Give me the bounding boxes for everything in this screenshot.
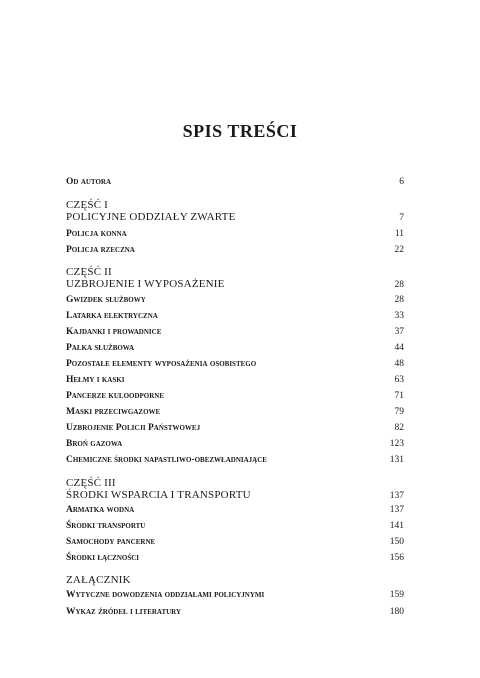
toc-entry[interactable] [66, 590, 404, 604]
toc-entry-label: Armatka wodna [66, 505, 135, 515]
toc-part-3-title[interactable] [66, 489, 404, 503]
toc-entry[interactable] [66, 553, 404, 567]
toc-page-number: 71 [394, 391, 404, 401]
toc-entry[interactable] [66, 343, 404, 357]
toc-part-1-title[interactable] [66, 211, 404, 225]
toc-entry[interactable] [66, 505, 404, 519]
toc-page-number: 159 [389, 590, 404, 600]
toc-entry-intro[interactable] [66, 177, 404, 191]
toc-entry[interactable] [66, 359, 404, 373]
toc-entry-label: Środki łączności [66, 553, 140, 563]
toc-entry-label: Środki transportu [66, 521, 146, 531]
toc-entry-label: Policja rzeczna [66, 245, 135, 255]
toc-entry[interactable] [66, 375, 404, 389]
toc-page-number: 180 [389, 607, 404, 617]
toc-entry-label: Latarka elektryczna [66, 311, 158, 321]
toc-page-number: 22 [394, 245, 404, 255]
toc-page-number: 137 [389, 491, 404, 501]
toc-entry-label: Od autora [66, 177, 112, 187]
toc-page-number: 82 [394, 423, 404, 433]
toc-page-number: 137 [389, 505, 404, 515]
toc-entry[interactable] [66, 311, 404, 325]
appendix-title: ZAŁĄCZNIK [66, 574, 131, 586]
part-2-label: CZĘŚĆ II [66, 266, 112, 278]
toc-entry[interactable] [66, 391, 404, 405]
toc-entry-label: Hełmy i kaski [66, 375, 125, 385]
toc-page-number: 37 [394, 327, 404, 337]
toc-entry[interactable] [66, 455, 404, 469]
part-2-title: UZBROJENIE I WYPOSAŻENIE [66, 278, 225, 290]
part-1-label: CZĘŚĆ I [66, 199, 109, 211]
toc-entry[interactable] [66, 439, 404, 453]
toc-page-number: 28 [394, 280, 404, 290]
toc-entry[interactable] [66, 423, 404, 437]
toc-entry-label: Maski przeciwgazowe [66, 407, 161, 417]
toc-entry[interactable] [66, 295, 404, 309]
toc-entry-label: Pałka służbowa [66, 343, 135, 353]
page-title: SPIS TREŚCI [182, 121, 298, 141]
toc-entry-label: Chemiczne środki napastliwo-obezwładniające [66, 455, 267, 465]
toc-entry-label: Policja konna [66, 229, 127, 239]
toc-page-number: 11 [394, 229, 404, 239]
toc-entry[interactable] [66, 521, 404, 535]
toc-entry[interactable] [66, 607, 404, 621]
toc-entry[interactable] [66, 229, 404, 243]
part-1-title: POLICYJNE ODDZIAŁY ZWARTE [66, 211, 236, 223]
toc-page-number: 123 [389, 439, 404, 449]
toc-entry-label: Pozostałe elementy wyposażenia osobistego [66, 359, 257, 369]
toc-entry-label: Gwizdek służbowy [66, 295, 146, 305]
toc-page-number: 63 [394, 375, 404, 385]
toc-page-number: 48 [394, 359, 404, 369]
part-3-title: ŚRODKI WSPARCIA I TRANSPORTU [66, 489, 251, 501]
toc-page-number: 156 [389, 553, 404, 563]
toc-entry-label: Pancerze kuloodporne [66, 391, 165, 401]
toc-part-2-title[interactable] [66, 278, 404, 292]
toc-entry-label: Broń gazowa [66, 439, 123, 449]
toc-page-number: 150 [389, 537, 404, 547]
toc-entry[interactable] [66, 327, 404, 341]
toc-page-number: 141 [389, 521, 404, 531]
part-3-label: CZĘŚĆ III [66, 477, 116, 489]
toc-entry[interactable] [66, 407, 404, 421]
toc-entry-label: Wykaz źródeł i literatury [66, 607, 182, 617]
toc-page-number: 131 [389, 455, 404, 465]
toc-entry-label: Samochody pancerne [66, 537, 156, 547]
toc-page-number: 33 [394, 311, 404, 321]
toc-page-number: 7 [399, 213, 404, 223]
toc-entry-label: Kajdanki i prowadnice [66, 327, 162, 337]
toc-entry-label: Uzbrojenie Policji Państwowej [66, 423, 201, 433]
toc-page-number: 79 [394, 407, 404, 417]
toc-entry[interactable] [66, 537, 404, 551]
toc-page-number: 28 [394, 295, 404, 305]
toc-page-number: 6 [399, 177, 404, 187]
toc-page-number: 44 [394, 343, 404, 353]
toc-entry-label: Wytyczne dowodzenia oddziałami policyjnymi [66, 590, 265, 600]
toc-entry[interactable] [66, 245, 404, 259]
